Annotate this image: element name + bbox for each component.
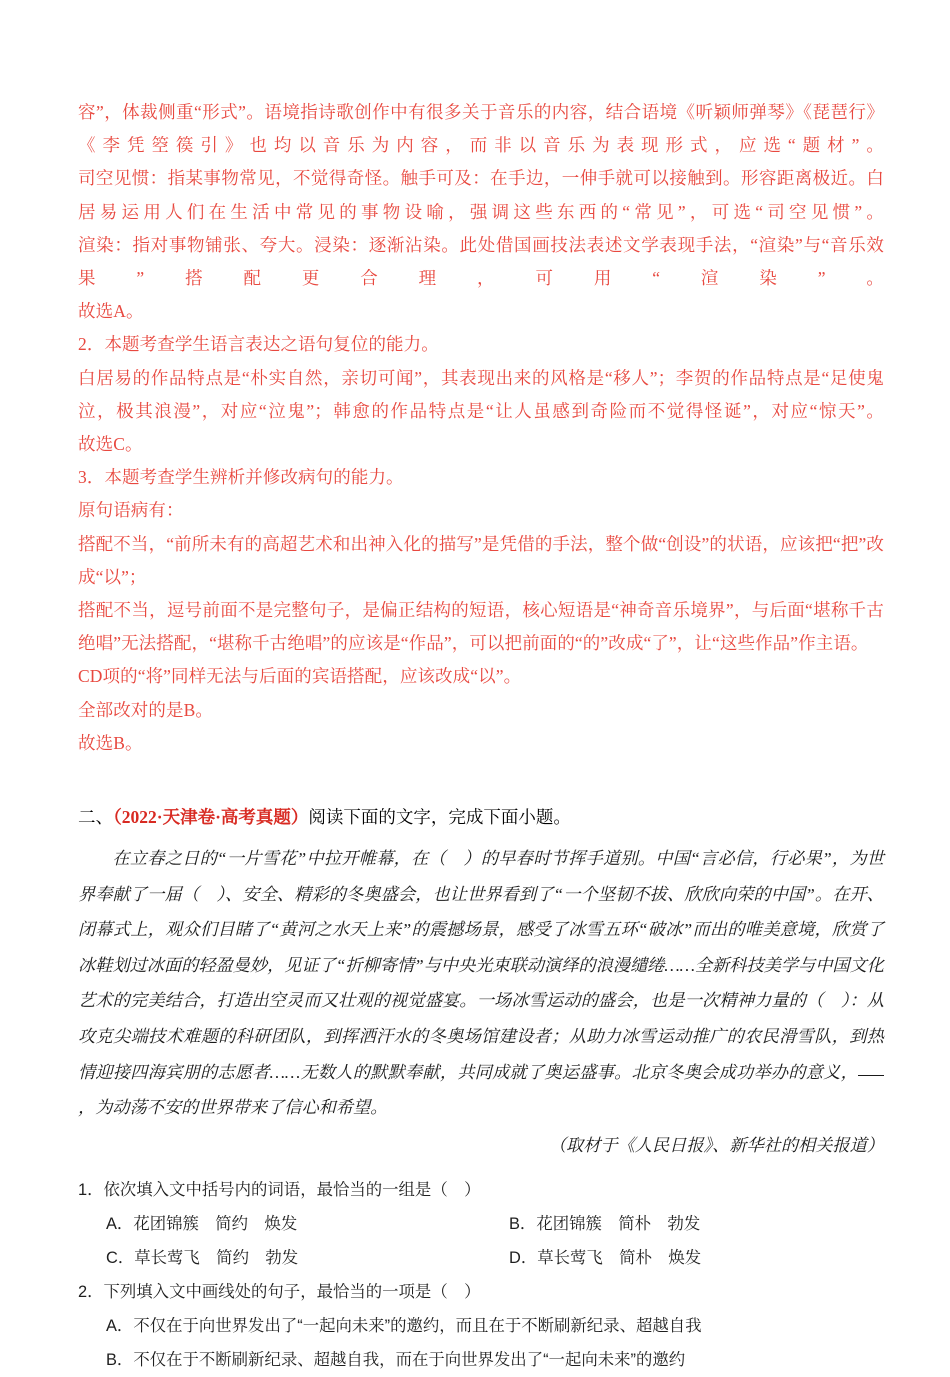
option-text: 不仅在于向世界发出了“一起向未来”的邀约，而且在于不断刷新纪录、超越自我 bbox=[133, 1317, 702, 1336]
section-number: 二、 bbox=[78, 807, 113, 828]
question-number: 2． bbox=[78, 1283, 104, 1302]
analysis-paragraph: CD项的“将”同样无法与后面的宾语搭配，应该改成“以”。 bbox=[78, 666, 522, 687]
option-label: A． bbox=[106, 1215, 134, 1234]
option-text: 草长莺飞 简约 勃发 bbox=[134, 1249, 299, 1268]
fill-blank-underline bbox=[858, 1075, 884, 1076]
option-text: 花团锦簇 简朴 勃发 bbox=[536, 1215, 701, 1234]
option-text: 花团锦簇 简约 焕发 bbox=[133, 1215, 298, 1234]
option-label: D． bbox=[509, 1249, 538, 1268]
section-instruction: 阅读下面的文字，完成下面小题。 bbox=[308, 807, 571, 828]
question-stem-text: 依次填入文中括号内的词语，最恰当的一组是（ ） bbox=[103, 1181, 481, 1200]
analysis-paragraph: 容”，体裁侧重“形式”。语境指诗歌创作中有很多关于音乐的内容，结合语境《听颖师弹琴》《琵琶行》《李凭箜篌引》也均以音乐为内容，而非以音乐为表现形式，应选“题材”。 bbox=[78, 102, 884, 156]
exam-source-tag: （2022·天津卷·高考真题） bbox=[113, 807, 309, 828]
question-number: 1． bbox=[78, 1181, 104, 1200]
analysis-paragraph: 渲染：指对事物铺张、夸大。浸染：逐渐沾染。此处借国画技法表述文学表现手法，“渲染”与“音乐效果”搭配更合理，可用“渲染”。 bbox=[78, 234, 884, 289]
question-stem-text: 下列填入文中画线处的句子，最恰当的一项是（ ） bbox=[103, 1283, 481, 1302]
analysis-paragraph: 司空见惯：指某事物常见，不觉得奇怪。触手可及：在手边，一伸手就可以接触到。形容距离极近。白居易运用人们在生活中常见的事物设喻，强调这些东西的“常见”，可选“司空见惯”。 bbox=[78, 168, 884, 222]
analysis-paragraph: 2．本题考查学生语言表达之语句复位的能力。 bbox=[78, 334, 439, 355]
passage-text-main: 在立春之日的“一片雪花”中拉开帷幕，在（ ）的早春时节挥手道别。中国“言必信，行必果”，为世界奉献了一届（ ）、安全、精彩的冬奥盛会，也让世界看到了“一个坚韧不拔、欣欣向荣的中国”。在开、闭幕式上，观众们目睹了“黄河之水天上来”的震撼场景，感受了冰雪五环“破冰”而出的唯美意境，欣赏了冰鞋划过冰面的轻盈曼妙，见证了“折柳寄情”与中央光束联动演绎的浪漫缱绻……全新科技美学与中国文化艺术的完美结合，打造出空灵而又壮观的视觉盛宴。一场冰雪运动的盛会，也是一次精神力量的（ ）：从攻克尖端技术难题的科研团队，到挥洒汗水的冬奥场馆建设者；从助力冰雪运动推广的农民滑雪队，到热情迎接四海宾朋的志愿者……无数人的默默奉献，共同成就了奥运盛事。北京冬奥会成功举办的意义， bbox=[78, 849, 884, 1082]
question-stem bbox=[78, 1275, 884, 1309]
analysis-paragraph: 3．本题考查学生辨析并修改病句的能力。 bbox=[78, 467, 404, 488]
option-label: C． bbox=[106, 1249, 135, 1268]
analysis-paragraph: 故选B。 bbox=[78, 732, 143, 753]
passage-text-tail: ，为动荡不安的世界带来了信心和希望。 bbox=[78, 1098, 388, 1118]
passage-source-attribution: （取材于《人民日报》、新华社的相关报道） bbox=[548, 1135, 884, 1155]
option-c[interactable] bbox=[78, 1241, 481, 1275]
option-a[interactable] bbox=[78, 1309, 884, 1343]
question-list bbox=[78, 1173, 884, 1377]
analysis-paragraph: 原句语病有： bbox=[78, 500, 184, 521]
question-2 bbox=[78, 1275, 884, 1377]
question-1 bbox=[78, 1173, 884, 1275]
option-d[interactable] bbox=[481, 1241, 884, 1275]
question-stem bbox=[78, 1173, 884, 1207]
reading-passage bbox=[78, 841, 884, 1126]
section-two-heading bbox=[78, 800, 884, 834]
analysis-paragraph: 故选C。 bbox=[78, 434, 143, 455]
analysis-block bbox=[78, 96, 884, 760]
option-a[interactable] bbox=[78, 1207, 481, 1241]
option-row bbox=[78, 1241, 884, 1275]
option-label: B． bbox=[509, 1215, 537, 1234]
option-row bbox=[78, 1207, 884, 1241]
option-label: B． bbox=[106, 1351, 134, 1370]
analysis-paragraph: 全部改对的是B。 bbox=[78, 699, 213, 720]
option-label: A． bbox=[106, 1317, 134, 1336]
option-text: 不仅在于不断刷新纪录、超越自我，而在于向世界发出了“一起向未来”的邀约 bbox=[133, 1351, 686, 1370]
page-content bbox=[78, 96, 884, 1377]
analysis-paragraph: 搭配不当，逗号前面不是完整句子，是偏正结构的短语，核心短语是“神奇音乐境界”，与后面“堪称千古绝唱”无法搭配，“堪称千古绝唱”的应该是“作品”，可以把前面的“的”改成“了”，让“这些作品”作主语。 bbox=[78, 600, 884, 654]
option-b[interactable] bbox=[78, 1343, 884, 1377]
analysis-paragraph: 搭配不当，“前所未有的高超艺术和出神入化的描写”是凭借的手法，整个做“创设”的状语，应该把“把”改成“以”； bbox=[78, 533, 884, 587]
option-text: 草长莺飞 简朴 焕发 bbox=[537, 1249, 702, 1268]
analysis-paragraph: 故选A。 bbox=[78, 301, 144, 322]
passage-paragraph bbox=[78, 841, 884, 1126]
option-b[interactable] bbox=[481, 1207, 884, 1241]
analysis-paragraph: 白居易的作品特点是“朴实自然，亲切可闻”，其表现出来的风格是“移人”；李贺的作品特点是“足使鬼泣，极其浪漫”，对应“泣鬼”；韩愈的作品特点是“让人虽感到奇险而不觉得怪诞”，对应“惊天”。 bbox=[78, 367, 884, 421]
